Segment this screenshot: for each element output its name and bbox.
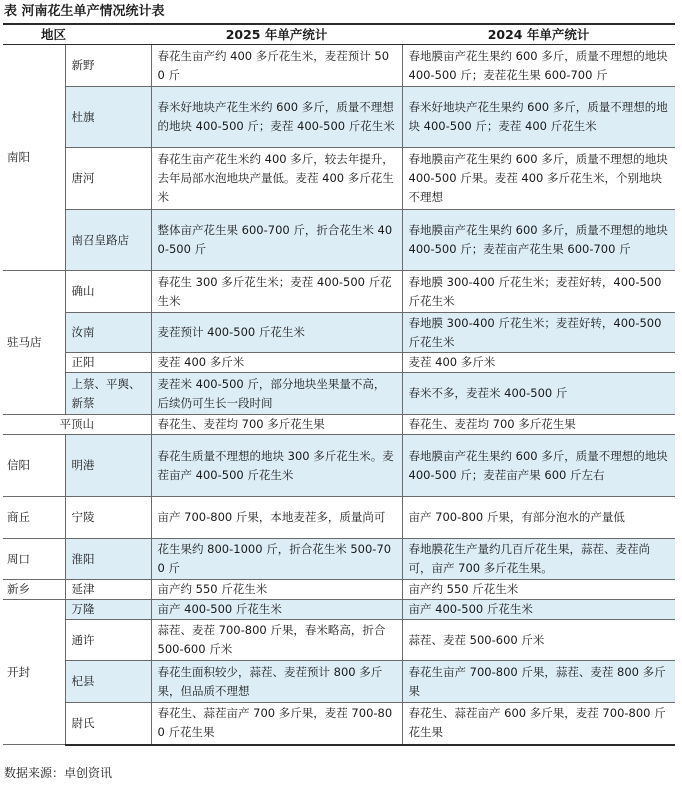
value-2024-cell: 春地膜花生产量约几百斤花生果，蒜茬、麦茬尚可，亩产 700 多斤花生果。 (402, 539, 675, 580)
value-2024-cell: 春米不多，麦茬米 400-500 斤 (402, 373, 675, 415)
value-2024-cell: 亩产 400-500 斤花生米 (402, 600, 675, 620)
city-cell: 通许 (65, 620, 151, 661)
table-row (3, 353, 675, 373)
city-cell: 上蔡、平舆、新蔡 (65, 373, 151, 415)
city-cell: 唐河 (65, 148, 151, 210)
peanut-yield-table (3, 23, 675, 746)
table-title: 表 河南花生单产情况统计表 (4, 4, 165, 19)
table-row (3, 373, 675, 415)
city-cell: 杜旗 (65, 87, 151, 148)
value-2024-cell: 春地膜 300-400 斤花生米；麦茬好转，400-500 斤花生米 (402, 271, 675, 313)
table-row (3, 600, 675, 620)
header-row (3, 24, 675, 45)
region-cell: 信阳 (3, 435, 65, 497)
table-row (3, 497, 675, 539)
value-2025-cell: 春花生、蒜茬亩产 700 多斤果，麦茬 700-800 斤花生果 (151, 703, 402, 745)
region-cell: 驻马店 (3, 271, 65, 415)
value-2024-cell: 春地膜亩产花生果约 600 多斤，质量不理想的地块 400-500 斤；麦茬亩产果 600 斤左右 (402, 435, 675, 497)
city-cell: 宁陵 (65, 497, 151, 539)
value-2024-cell: 蒜茬、麦茬 500-600 斤米 (402, 620, 675, 661)
value-2024-cell: 春花生、蒜茬亩产 600 多斤果，麦茬 700-800 斤花生果 (402, 703, 675, 745)
value-2024-cell: 亩产 700-800 斤果，有部分泡水的产量低 (402, 497, 675, 539)
data-source-note: 数据来源：卓创资讯 (4, 766, 113, 780)
table-row (3, 87, 675, 148)
city-cell: 延津 (65, 580, 151, 600)
value-2024-cell: 春花生亩产 700-800 斤果，蒜茬、麦茬 800 多斤果 (402, 661, 675, 703)
value-2024-cell: 亩产约 550 斤花生米 (402, 580, 675, 600)
value-2025-cell: 麦茬预计 400-500 斤花生米 (151, 313, 402, 353)
value-2025-cell: 亩产约 550 斤花生米 (151, 580, 402, 600)
value-2025-cell: 春米好地块产花生米约 600 多斤，质量不理想的地块 400-500 斤；麦茬 400-500 斤花生米 (151, 87, 402, 148)
table-row (3, 415, 675, 435)
table-row (3, 313, 675, 353)
city-cell: 汝南 (65, 313, 151, 353)
table-row (3, 620, 675, 661)
region-cell: 开封 (3, 600, 65, 745)
region-cell: 商丘 (3, 497, 65, 539)
header-region: 地区 (3, 24, 151, 45)
table-row (3, 45, 675, 87)
value-2025-cell: 春花生面积较少，蒜茬、麦茬预计 800 多斤果，但品质不理想 (151, 661, 402, 703)
value-2024-cell: 春花生、麦茬均 700 多斤花生果 (402, 415, 675, 435)
table-row (3, 271, 675, 313)
value-2025-cell: 春花生质量不理想的地块 300 多斤花生米。麦茬亩产 400-500 斤花生米 (151, 435, 402, 497)
table-row (3, 148, 675, 210)
city-cell: 正阳 (65, 353, 151, 373)
value-2025-cell: 春花生亩产花生米约 400 多斤，较去年提升，去年局部水泡地块产量低。麦茬 400 多斤花生米 (151, 148, 402, 210)
table-row (3, 435, 675, 497)
region-cell: 平顶山 (3, 415, 151, 435)
table-row (3, 661, 675, 703)
value-2025-cell: 春花生、麦茬均 700 多斤花生果 (151, 415, 402, 435)
header-2025: 2025 年单产统计 (151, 24, 402, 45)
table-row (3, 210, 675, 271)
value-2024-cell: 春地膜亩产花生果约 600 多斤，质量不理想的地块 400-500 斤；麦茬亩产花生果 600-700 斤 (402, 210, 675, 271)
region-cell: 新乡 (3, 580, 65, 600)
region-cell: 南阳 (3, 45, 65, 271)
value-2025-cell: 亩产 400-500 斤花生米 (151, 600, 402, 620)
value-2024-cell: 春地膜亩产花生果约 600 多斤，质量不理想的地块 400-500 斤果。麦茬 400 多斤花生米，个别地块不理想 (402, 148, 675, 210)
table-row (3, 539, 675, 580)
value-2024-cell: 春米好地块产花生果约 600 多斤，质量不理想的地块 400-500 斤；麦茬 400 斤花生米 (402, 87, 675, 148)
city-cell: 新野 (65, 45, 151, 87)
value-2025-cell: 麦茬米 400-500 斤，部分地块坐果量不高，后续仍可生长一段时间 (151, 373, 402, 415)
city-cell: 确山 (65, 271, 151, 313)
value-2025-cell: 蒜茬、麦茬 700-800 斤果，春米略高，折合 500-600 斤米 (151, 620, 402, 661)
city-cell: 明港 (65, 435, 151, 497)
value-2025-cell: 春花生亩产约 400 多斤花生米，麦茬预计 500 斤 (151, 45, 402, 87)
value-2025-cell: 亩产 700-800 斤果，本地麦茬多，质量尚可 (151, 497, 402, 539)
city-cell: 尉氏 (65, 703, 151, 745)
city-cell: 杞县 (65, 661, 151, 703)
value-2024-cell: 麦茬 400 多斤米 (402, 353, 675, 373)
region-cell: 周口 (3, 539, 65, 580)
table-row (3, 580, 675, 600)
city-cell: 淮阳 (65, 539, 151, 580)
value-2025-cell: 整体亩产花生果 600-700 斤，折合花生米 400-500 斤 (151, 210, 402, 271)
value-2024-cell: 春地膜 300-400 斤花生米；麦茬好转，400-500 斤花生米 (402, 313, 675, 353)
city-cell: 南召皇路店 (65, 210, 151, 271)
header-2024: 2024 年单产统计 (402, 24, 675, 45)
value-2025-cell: 麦茬 400 多斤米 (151, 353, 402, 373)
value-2024-cell: 春地膜亩产花生果约 600 多斤，质量不理想的地块 400-500 斤；麦茬花生果 600-700 斤 (402, 45, 675, 87)
table-row (3, 703, 675, 745)
city-cell: 万隆 (65, 600, 151, 620)
value-2025-cell: 花生果约 800-1000 斤，折合花生米 500-700 斤 (151, 539, 402, 580)
value-2025-cell: 春花生 300 多斤花生米；麦茬 400-500 斤花生米 (151, 271, 402, 313)
